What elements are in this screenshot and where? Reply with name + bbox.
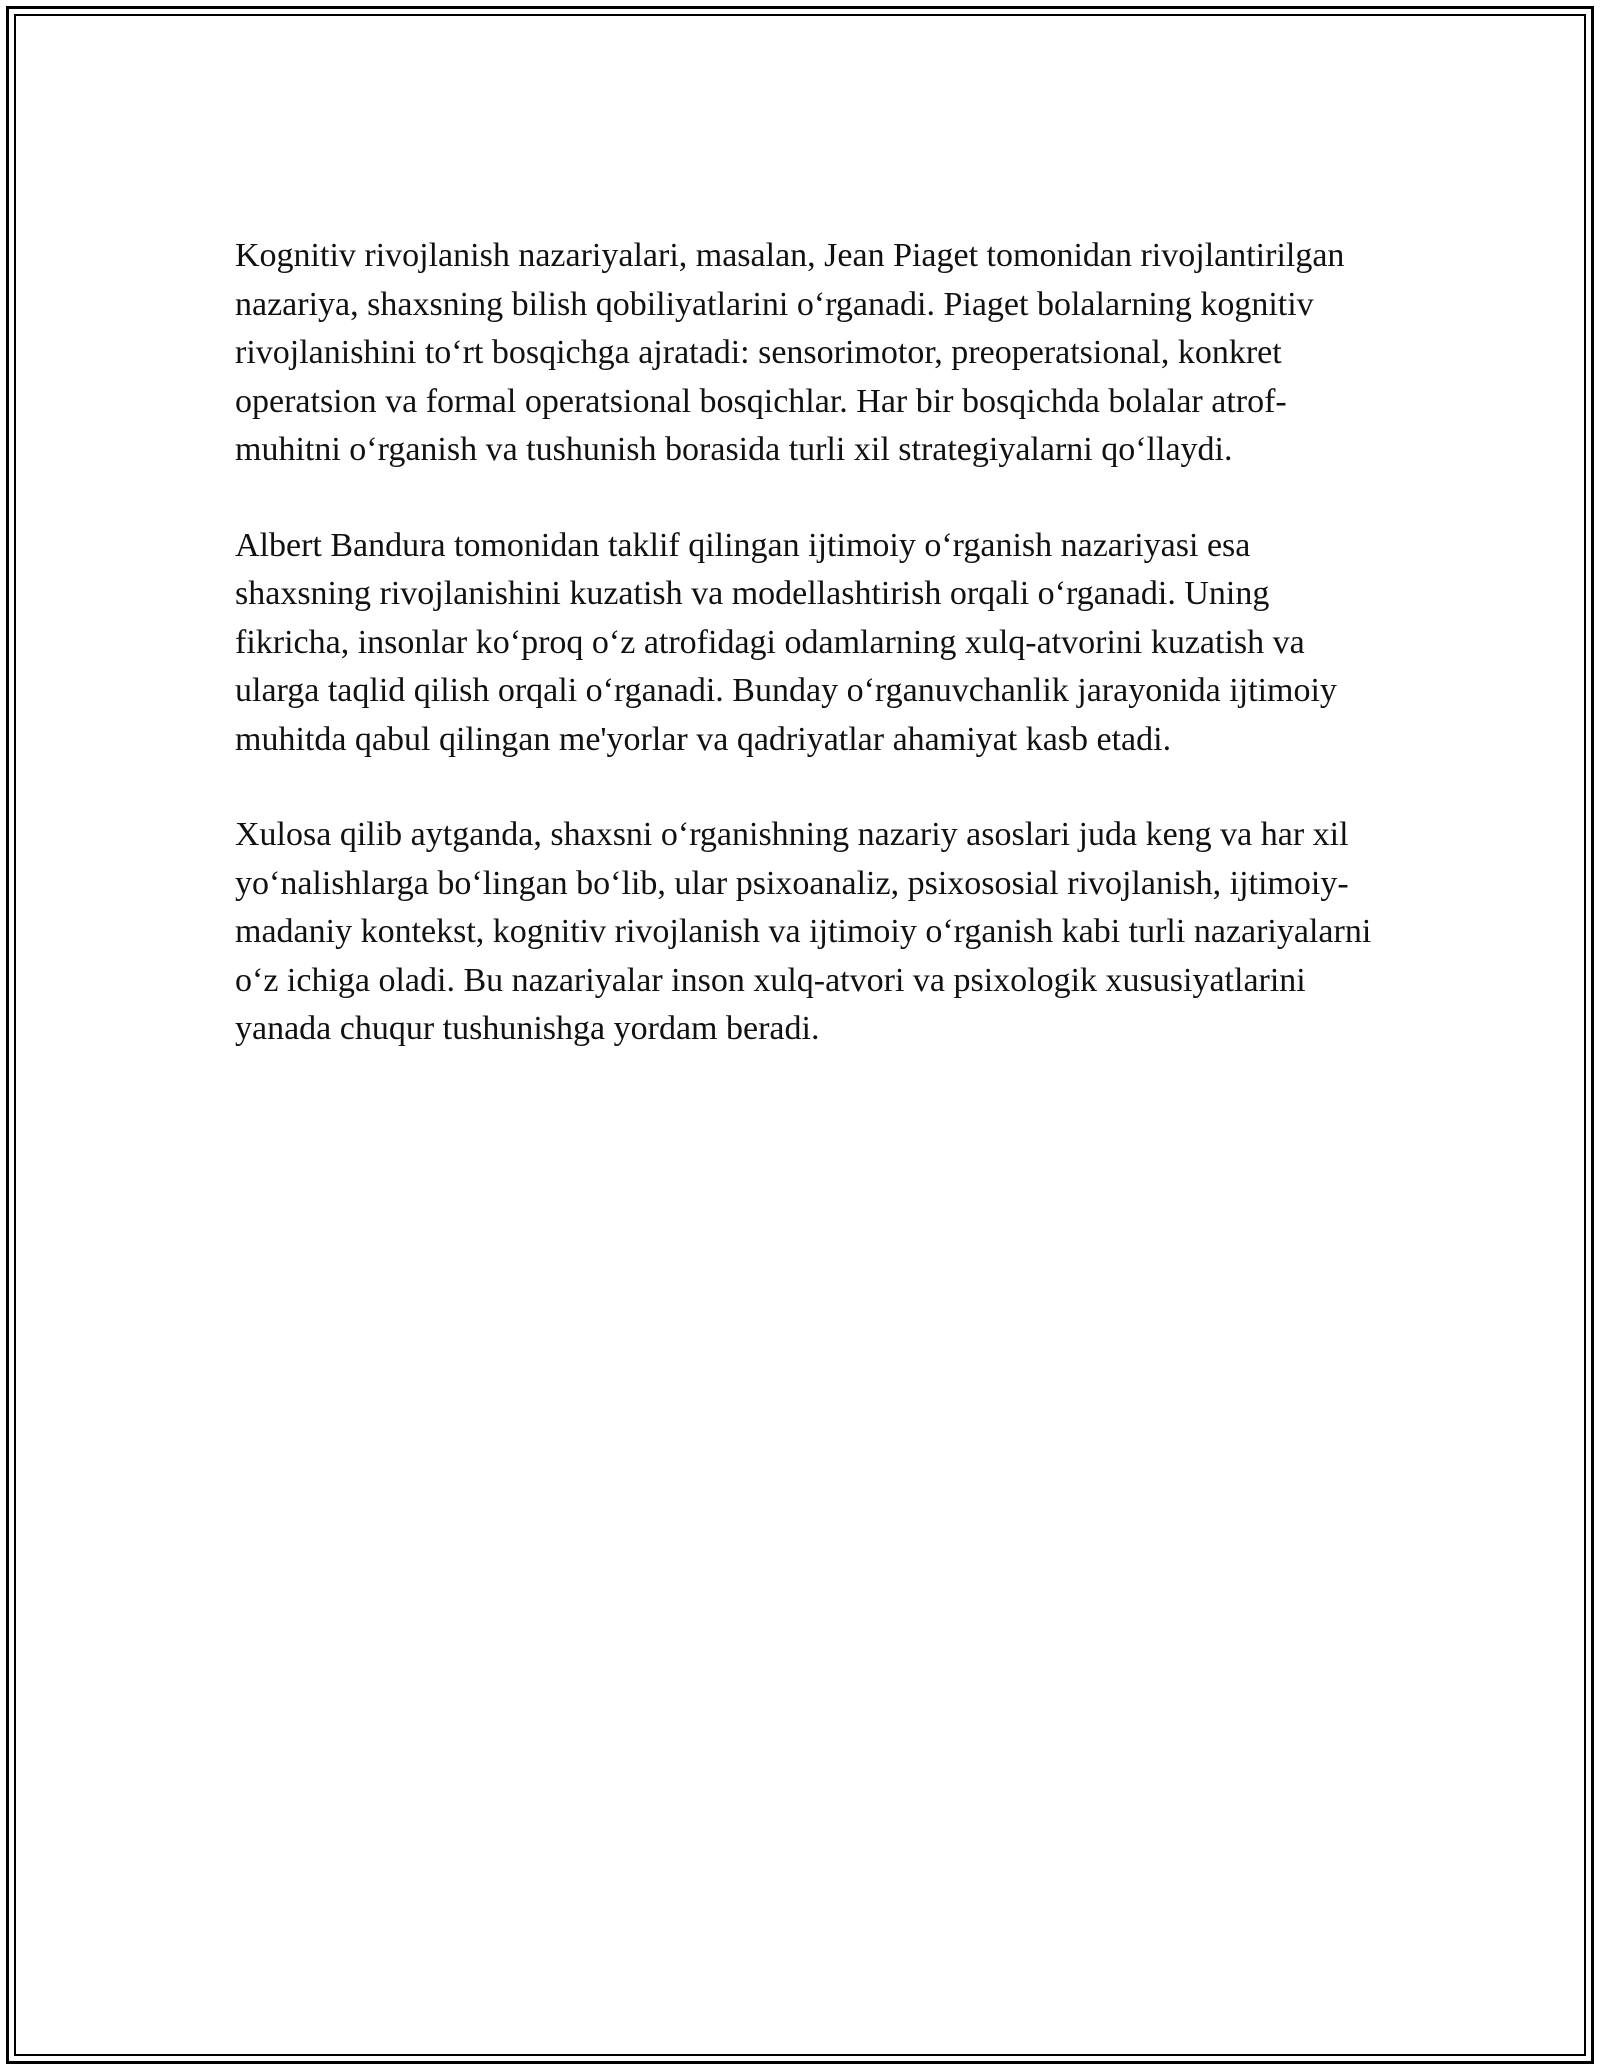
document-body [235, 232, 1375, 1101]
paragraph-conclusion: Xulosa qilib aytganda, shaxsni o‘rganishning nazariy asoslari juda keng va har xil yo‘nalishlarga bo‘lingan bo‘lib, ular psixoanaliz, psixososial rivojlanish, ijtimoiy-madaniy kontekst, kognitiv rivojlanish va ijtimoiy o‘rganish kabi turli nazariyalarni o‘z ichiga oladi. Bu nazariyalar inson xulq-atvori va psixologik xususiyatlarini yanada chuqur tushunishga yordam beradi. [235, 816, 1372, 1047]
paragraph-cognitive-development: Kognitiv rivojlanish nazariyalari, masalan, Jean Piaget tomonidan rivojlantirilgan nazariya, shaxsning bilish qobiliyatlarini o‘rganadi. Piaget bolalarning kognitiv rivojlanishini to‘rt bosqichga ajratadi: sensorimotor, preoperatsional, konkret operatsion va formal operatsional bosqichlar. Har bir bosqichda bolalar atrof-muhitni o‘rganish va tushunish borasida turli xil strategiyalarni qo‘llaydi. [235, 237, 1345, 468]
paragraph-social-learning: Albert Bandura tomonidan taklif qilingan ijtimoiy o‘rganish nazariyasi esa shaxsning rivojlanishini kuzatish va modellashtirish orqali o‘rganadi. Uning fikricha, insonlar ko‘proq o‘z atrofidagi odamlarning xulq-atvorini kuzatish va ularga taqlid qilish orqali o‘rganadi. Bunday o‘rganuvchanlik jarayonida ijtimoiy muhitda qabul qilingan me'yorlar va qadriyatlar ahamiyat kasb etadi. [235, 526, 1337, 758]
